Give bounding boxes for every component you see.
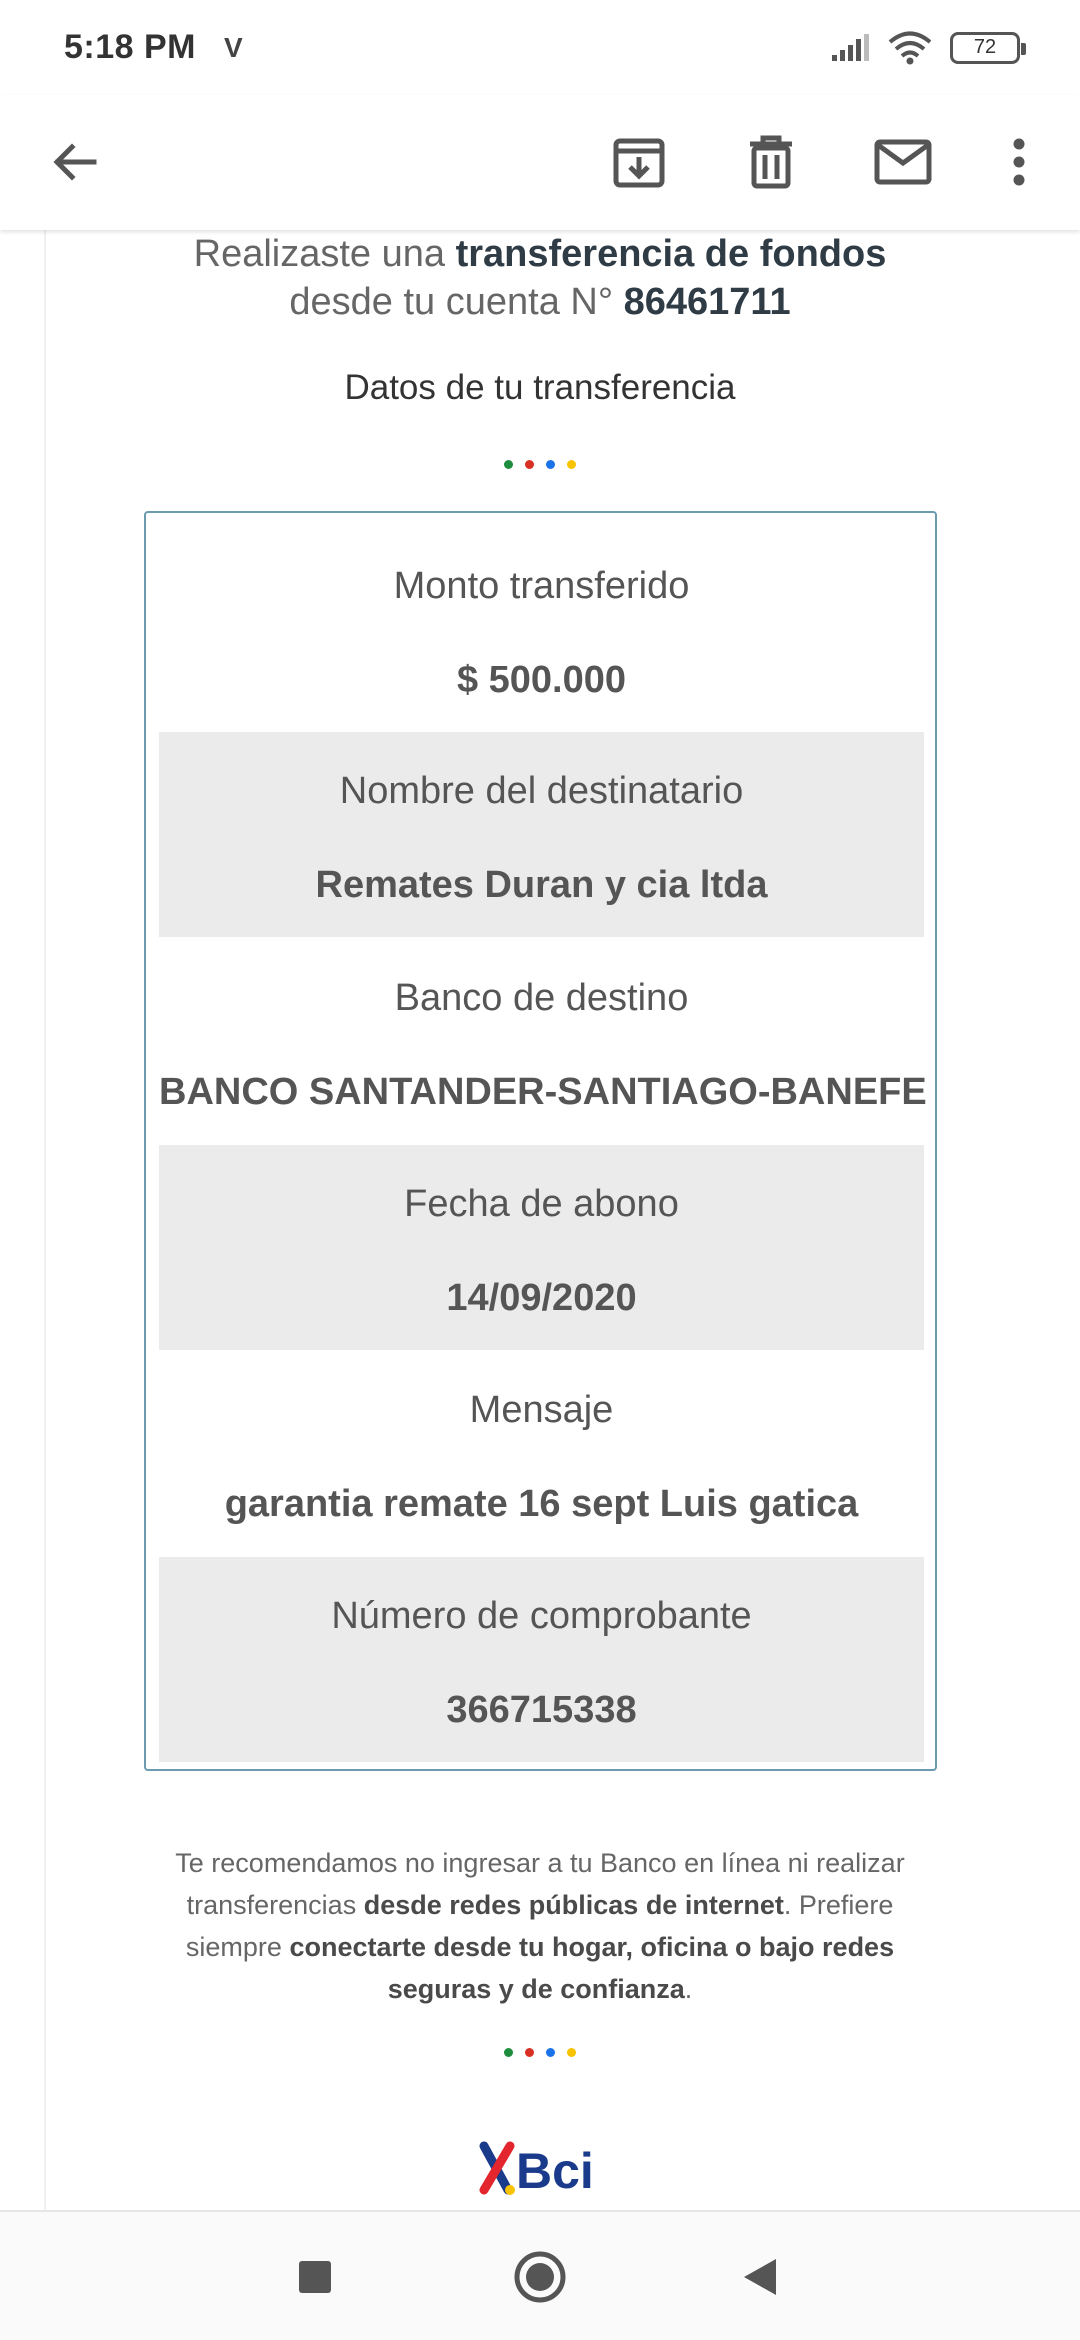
transfer-details-card: [144, 511, 937, 1771]
detail-value: 366715338: [446, 1689, 637, 1731]
dot-separator-top: [0, 460, 1080, 469]
dot-yellow: [567, 2048, 576, 2057]
mail-icon[interactable]: [868, 127, 938, 197]
detail-label: Monto transferido: [393, 565, 690, 607]
note-text: .: [684, 1974, 693, 2004]
system-nav-bar: [0, 2210, 1080, 2340]
detail-value: 14/09/2020: [446, 1277, 637, 1319]
intro-bold: transferencia de fondos: [455, 233, 887, 275]
delete-icon[interactable]: [736, 127, 806, 197]
note-bold: conectarte desde tu hogar, oficina o bajo redes seguras y de confianza: [289, 1932, 895, 2004]
note-text: . Prefiere siempre: [185, 1890, 894, 1962]
note-bold: desde redes públicas de internet: [363, 1890, 784, 1920]
wifi-icon: [888, 31, 932, 65]
detail-value: $ 500.000: [456, 659, 627, 701]
bci-logo-text: Bci: [516, 2143, 594, 2198]
signal-icon: [830, 33, 870, 63]
dot-green: [504, 2048, 513, 2057]
status-bar: [0, 0, 1080, 95]
recents-square-icon[interactable]: [275, 2237, 355, 2317]
dot-yellow: [567, 460, 576, 469]
bci-logo: [478, 2138, 608, 2198]
back-arrow-icon[interactable]: [40, 127, 110, 197]
intro-line-2: [0, 278, 1080, 326]
security-note: [150, 1842, 930, 2010]
dot-separator-bottom: [0, 2048, 1080, 2057]
intro-text: [0, 230, 1080, 326]
section-title: Datos de tu transferencia: [344, 368, 736, 407]
dot-blue: [546, 2048, 555, 2057]
detail-value: garantia remate 16 sept Luis gatica: [224, 1483, 859, 1525]
app-bar: [0, 95, 1080, 230]
email-body: [0, 230, 1080, 2210]
detail-label: Número de comprobante: [331, 1595, 752, 1637]
note-text: Te recomendamos no ingresar a tu Banco en línea ni realizar transferencias: [175, 1848, 905, 1920]
detail-label: Mensaje: [469, 1389, 614, 1431]
battery-level: 72: [973, 36, 997, 58]
detail-row-recipient: [159, 732, 924, 937]
account-prefix: desde tu cuenta N°: [289, 281, 624, 323]
account-number: 86461711: [623, 281, 791, 323]
status-icons: [830, 31, 1020, 65]
detail-row-receipt: [159, 1557, 924, 1762]
battery-icon: [950, 32, 1020, 64]
status-time: 5:18 PM: [64, 28, 196, 66]
dot-blue: [546, 460, 555, 469]
dot-red: [525, 460, 534, 469]
more-vert-icon[interactable]: [984, 127, 1054, 197]
detail-row-bank: [159, 939, 927, 1144]
home-circle-icon[interactable]: [500, 2237, 580, 2317]
email-margin-rule: [44, 230, 46, 2210]
detail-value: Remates Duran y cia ltda: [315, 864, 768, 906]
intro-prefix: Realizaste una: [193, 233, 456, 275]
detail-row-amount: [159, 527, 924, 732]
detail-row-message: [159, 1351, 924, 1556]
detail-label: Banco de destino: [394, 977, 689, 1019]
detail-row-date: [159, 1145, 924, 1350]
archive-icon[interactable]: [604, 127, 674, 197]
detail-label: Nombre del destinatario: [339, 770, 744, 812]
detail-value: BANCO SANTANDER-SANTIAGO-BANEFE: [159, 1071, 927, 1113]
detail-label: Fecha de abono: [404, 1183, 679, 1225]
dot-red: [525, 2048, 534, 2057]
intro-line-1: [0, 230, 1080, 278]
status-indicator: V: [224, 31, 243, 63]
dot-green: [504, 460, 513, 469]
back-triangle-icon[interactable]: [720, 2237, 800, 2317]
